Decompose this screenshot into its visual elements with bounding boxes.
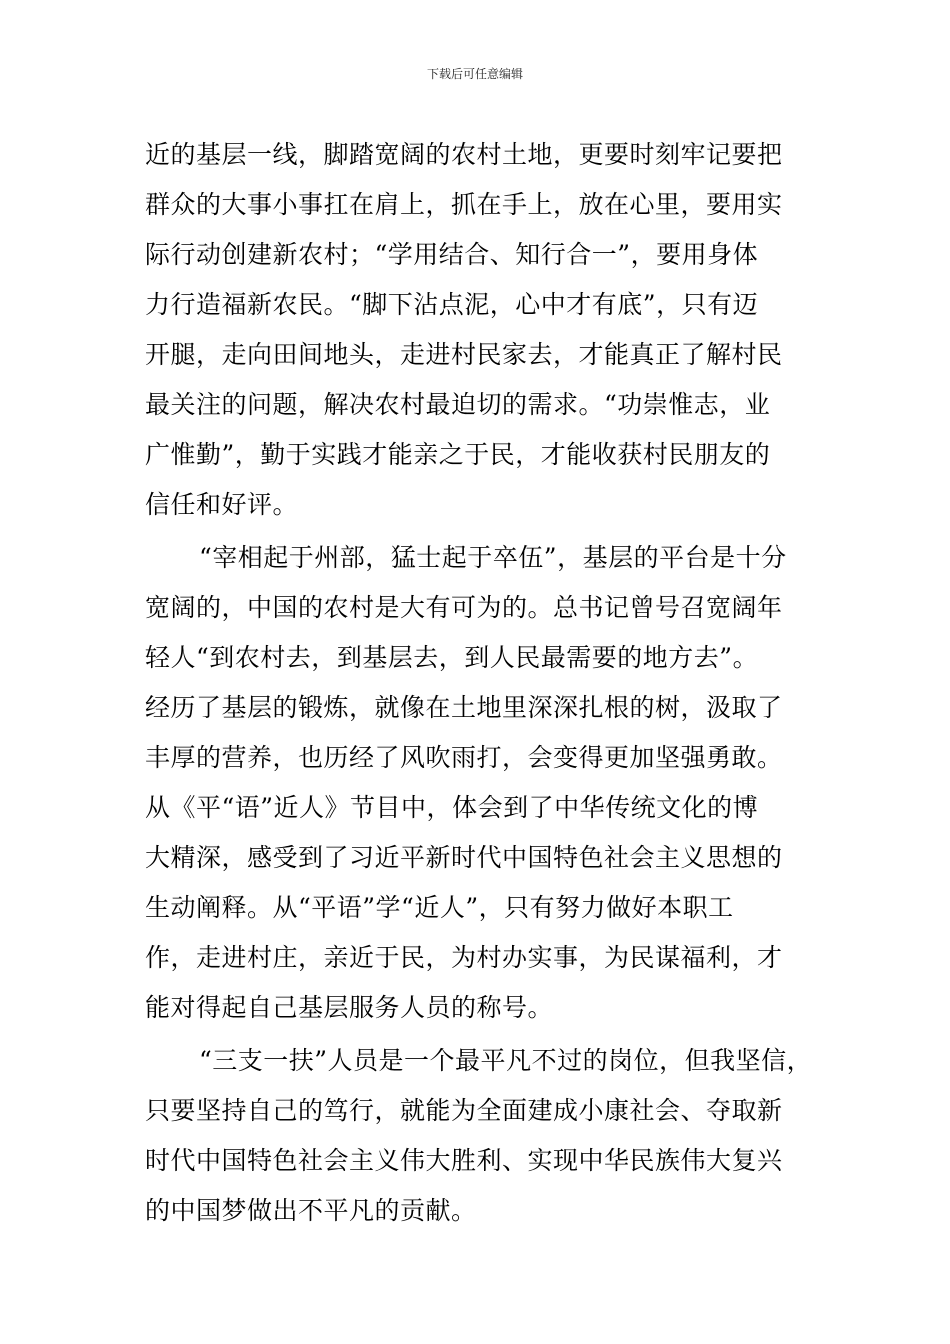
- text-line: 力行造福新农民。“脚下沾点泥，心中才有底”，只有迈: [145, 290, 759, 319]
- text-line: 宽阔的，中国的农村是大有可为的。总书记曾号召宽阔年: [145, 593, 783, 622]
- text-line: 经历了基层的锻炼，就像在土地里深深扎根的树，汲取了: [145, 693, 783, 722]
- text-line: 开腿，走向田间地头，走进村民家去，才能真正了解村民: [145, 340, 783, 369]
- text-line: 的中国梦做出不平凡的贡献。: [145, 1196, 477, 1225]
- document-body: [145, 130, 815, 1236]
- text-line: 时代中国特色社会主义伟大胜利、实现中华民族伟大复兴: [145, 1146, 783, 1175]
- text-line: 丰厚的营养，也历经了风吹雨打，会变得更加坚强勇敢。: [145, 743, 783, 772]
- text-line: 群众的大事小事扛在肩上，抓在手上，放在心里，要用实: [145, 190, 783, 219]
- text-line: 能对得起自己基层服务人员的称号。: [145, 993, 554, 1022]
- text-line: 信任和好评。: [145, 490, 299, 519]
- text-line: 最关注的问题，解决农村最迫切的需求。“功崇惟志，业: [145, 390, 771, 419]
- text-line: 广惟勤”，勤于实践才能亲之于民，才能收获村民朋友的: [145, 440, 771, 469]
- text-line: 际行动创建新农村；“学用结合、知行合一”，要用身体: [145, 240, 759, 269]
- text-line: 轻人“到农村去，到基层去，到人民最需要的地方去”。: [145, 643, 759, 672]
- text-line: 生动阐释。从“平语”学“近人”，只有努力做好本职工: [145, 893, 734, 922]
- text-line: 大精深，感受到了习近平新时代中国特色社会主义思想的: [145, 843, 783, 872]
- header-note: 下载后可任意编辑: [426, 67, 523, 81]
- paragraph-start-line: “三支一扶”人员是一个最平凡不过的岗位，但我坚信，: [199, 1046, 813, 1075]
- text-line: 作，走进村庄，亲近于民，为村办实事，为民谋福利，才: [145, 943, 783, 972]
- text-line: 近的基层一线，脚踏宽阔的农村土地，更要时刻牢记要把: [145, 140, 783, 169]
- paragraph-start-line: “宰相起于州部，猛士起于卒伍”，基层的平台是十分: [199, 543, 787, 572]
- text-line: 只要坚持自己的笃行，就能为全面建成小康社会、夺取新: [145, 1096, 783, 1125]
- text-line: 从《平“语”近人》节目中，体会到了中华传统文化的博: [145, 793, 759, 822]
